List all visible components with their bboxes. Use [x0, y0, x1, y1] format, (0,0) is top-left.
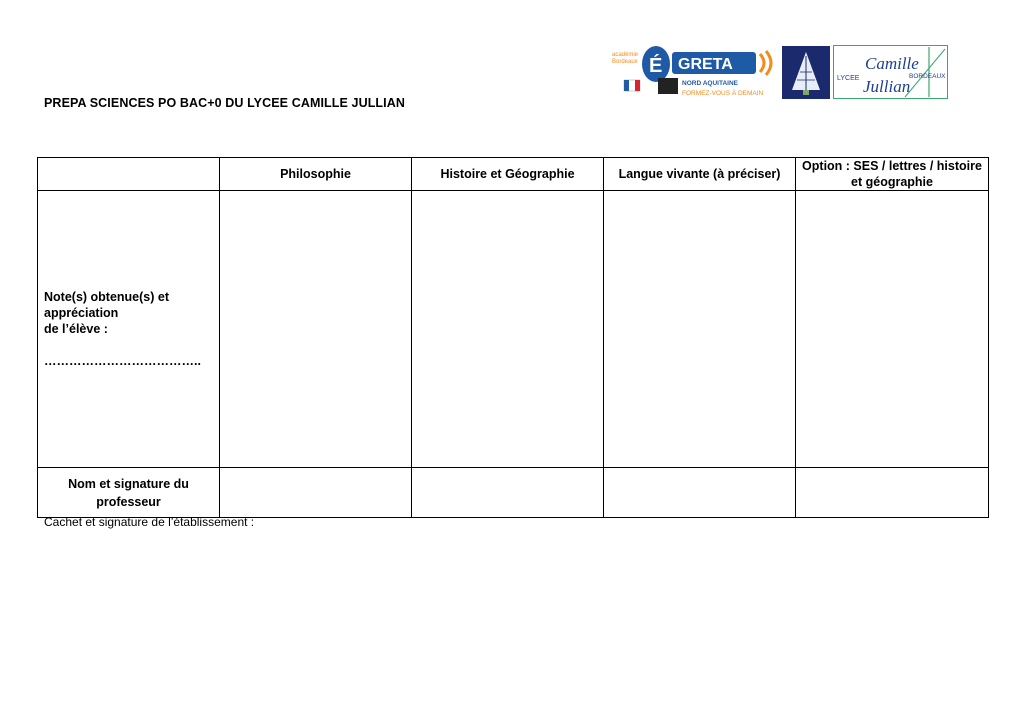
cj-logo-lycee: LYCEE: [837, 75, 860, 82]
notes-label-cell: [38, 191, 220, 468]
notes-cell-philosophie[interactable]: [220, 191, 412, 468]
cj-logo-script-camille: Camille: [865, 54, 919, 73]
notes-cell-option[interactable]: [796, 191, 989, 468]
table-row-signature: [38, 468, 989, 518]
signature-cell-langue-vivante[interactable]: [604, 468, 796, 518]
notes-label-line-2: appréciation: [44, 306, 119, 320]
greta-logo-region: NORD AQUITAINE: [682, 80, 738, 87]
signature-label-cell: Nom et signature du professeur: [38, 468, 220, 518]
header-cell-option: Option : SES / lettres / histoire et géographie: [796, 158, 989, 191]
greta-logo-word: GRETA: [678, 56, 733, 73]
header-cell-histoire-geographie: Histoire et Géographie: [412, 158, 604, 191]
notes-cell-langue-vivante[interactable]: [604, 191, 796, 468]
document-title: PREPA SCIENCES PO BAC+0 DU LYCEE CAMILLE JULLIAN: [44, 96, 405, 110]
cj-logo-script-jullian: Jullian: [863, 77, 911, 96]
signature-cell-option[interactable]: [796, 468, 989, 518]
header-cell-philosophie: Philosophie: [220, 158, 412, 191]
greta-logo-slogan: FORMEZ-VOUS À DEMAIN: [682, 90, 764, 97]
notes-label-line-3: de l’élève :: [44, 322, 108, 336]
tree-logo: [782, 46, 830, 99]
greta-logo-bordeaux: Bordeaux: [612, 59, 638, 65]
notes-cell-histoire-geographie[interactable]: [412, 191, 604, 468]
evaluation-table: [37, 157, 989, 518]
table-header-row: [38, 158, 989, 191]
notes-label-dots: ………………………………..: [44, 354, 201, 368]
cj-logo-bordeaux: BORDEAUX: [909, 73, 946, 80]
signature-cell-histoire-geographie[interactable]: [412, 468, 604, 518]
signature-cell-philosophie[interactable]: [220, 468, 412, 518]
header-cell-empty: [38, 158, 220, 191]
greta-logo-academie: académie: [612, 52, 639, 58]
table-row-notes: [38, 191, 989, 468]
greta-logo: [610, 42, 776, 102]
footer-cachet-label: Cachet et signature de l’établissement :: [44, 515, 255, 529]
svg-text:É: É: [649, 55, 663, 77]
camille-jullian-logo: [833, 45, 948, 99]
header-cell-langue-vivante: Langue vivante (à préciser): [604, 158, 796, 191]
notes-label-line-1: Note(s) obtenue(s) et: [44, 290, 169, 304]
